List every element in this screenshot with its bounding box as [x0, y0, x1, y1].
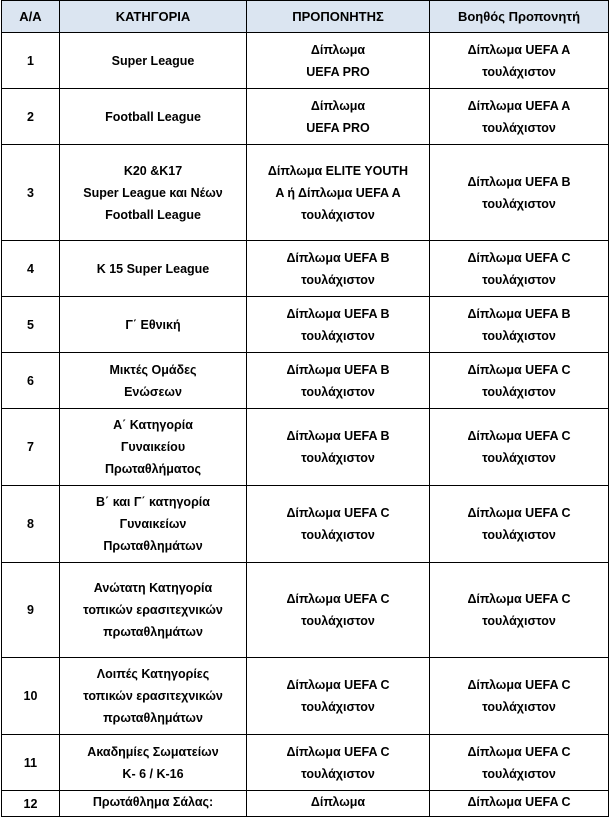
row-number: 5 [2, 297, 60, 353]
category-cell-line: Πρωταθλήματος [105, 462, 201, 476]
category-cell-line: πρωταθλημάτων [103, 711, 203, 725]
assistant-cell-line: Δίπλωμα UEFA B [467, 174, 571, 189]
coach-cell-line: τουλάχιστον [301, 614, 375, 628]
coach-cell [247, 297, 430, 353]
coach-cell-line: Δίπλωμα UEFA B [286, 429, 390, 443]
table-row [2, 33, 609, 89]
coach-cell-line: Δίπλωμα UEFA C [286, 506, 390, 520]
category-cell [60, 89, 247, 145]
assistant-cell [430, 735, 609, 791]
category-cell [60, 735, 247, 791]
coach-cell-line: τουλάχιστον [301, 272, 375, 287]
row-number: 2 [2, 89, 60, 145]
row-number: 10 [2, 658, 60, 735]
coach-cell-line: τουλάχιστον [301, 766, 375, 781]
assistant-cell [430, 297, 609, 353]
assistant-cell-line: τουλάχιστον [482, 528, 556, 542]
table-row [2, 791, 609, 817]
coach-cell-line: Δίπλωμα UEFA B [286, 250, 390, 265]
table-row [2, 89, 609, 145]
assistant-cell-line: Δίπλωμα UEFA C [467, 592, 571, 606]
category-cell [60, 563, 247, 658]
assistant-cell [430, 658, 609, 735]
assistant-cell [430, 241, 609, 297]
assistant-cell-line: τουλάχιστον [482, 64, 556, 79]
category-cell-line: Λοιπές Κατηγορίες [96, 667, 210, 681]
category-cell [60, 145, 247, 241]
category-cell-line: Ανώτατη Κατηγορία [93, 581, 213, 595]
assistant-cell-line: Δίπλωμα UEFA C [467, 744, 571, 759]
table-row [2, 409, 609, 486]
assistant-cell [430, 33, 609, 89]
coach-cell [247, 486, 430, 563]
table-row [2, 297, 609, 353]
coach-cell-line: Δίπλωμα UEFA B [286, 306, 390, 321]
assistant-cell-line: Δίπλωμα UEFA A [467, 98, 571, 113]
table-row [2, 353, 609, 409]
category-cell-line: Β΄ και Γ΄ κατηγορία [96, 495, 210, 509]
category-cell-line: Πρωτάθλημα Σάλας: [92, 795, 214, 809]
header-row [2, 1, 609, 33]
coach-cell-line: τουλάχιστον [301, 328, 375, 343]
coach-cell-line: UEFA PRO [306, 64, 370, 79]
category-cell [60, 658, 247, 735]
assistant-cell-line: τουλάχιστον [482, 196, 556, 211]
coach-cell [247, 145, 430, 241]
coach-cell [247, 563, 430, 658]
header-category: ΚΑΤΗΓΟΡΙΑ [60, 1, 247, 33]
category-cell-line: Ακαδημίες Σωματείων [87, 744, 219, 759]
coach-cell [247, 791, 430, 817]
coach-cell [247, 33, 430, 89]
coach-cell [247, 409, 430, 486]
table-body [2, 33, 609, 817]
assistant-cell-line: τουλάχιστον [482, 614, 556, 628]
assistant-cell [430, 353, 609, 409]
category-cell-line: Γυναικείων [119, 517, 187, 531]
assistant-cell-line: Δίπλωμα UEFA C [467, 362, 571, 377]
coach-cell-line: τουλάχιστον [301, 528, 375, 542]
row-number: 4 [2, 241, 60, 297]
coach-cell [247, 89, 430, 145]
coach-cell [247, 658, 430, 735]
category-cell-line: Πρωταθλημάτων [103, 539, 203, 553]
category-cell-line: τοπικών ερασιτεχνικών [83, 689, 223, 703]
category-cell-line: Football League [105, 109, 201, 124]
category-cell-line: Κ- 6 / Κ-16 [122, 766, 184, 781]
table-row [2, 563, 609, 658]
category-cell-line: Football League [105, 207, 201, 222]
row-number: 1 [2, 33, 60, 89]
assistant-cell-line: τουλάχιστον [482, 451, 556, 465]
assistant-cell-line: Δίπλωμα UEFA A [467, 42, 571, 57]
table-row [2, 241, 609, 297]
category-cell-line: Super League και Νέων [83, 185, 223, 200]
category-cell-line: Γυναικείου [120, 440, 186, 454]
coach-cell-line: Δίπλωμα [310, 42, 366, 57]
category-cell [60, 353, 247, 409]
coach-cell-line: Δίπλωμα ELITE YOUTH [267, 163, 409, 178]
coach-cell [247, 735, 430, 791]
assistant-cell-line: τουλάχιστον [482, 272, 556, 287]
header-assistant: Βοηθός Προπονητή [430, 1, 609, 33]
assistant-cell [430, 486, 609, 563]
row-number: 7 [2, 409, 60, 486]
requirements-table [1, 0, 609, 817]
assistant-cell-line: Δίπλωμα UEFA C [467, 678, 571, 692]
row-number: 3 [2, 145, 60, 241]
header-coach: ΠΡΟΠΟΝΗΤΗΣ [247, 1, 430, 33]
assistant-cell [430, 89, 609, 145]
assistant-cell [430, 563, 609, 658]
category-cell-line: Γ΄ Εθνική [125, 317, 181, 332]
category-cell [60, 241, 247, 297]
row-number: 6 [2, 353, 60, 409]
assistant-cell-line: τουλάχιστον [482, 700, 556, 714]
coach-cell-line: τουλάχιστον [301, 207, 375, 222]
coach-cell-line: Δίπλωμα [310, 795, 366, 809]
category-cell-line: Super League [111, 53, 195, 68]
category-cell-line: τοπικών ερασιτεχνικών [83, 603, 223, 617]
coach-cell-line: Δίπλωμα UEFA C [286, 678, 390, 692]
category-cell [60, 791, 247, 817]
coach-cell-line: τουλάχιστον [301, 384, 375, 399]
row-number: 12 [2, 791, 60, 817]
assistant-cell-line: Δίπλωμα UEFA C [467, 506, 571, 520]
category-cell [60, 297, 247, 353]
row-number: 11 [2, 735, 60, 791]
assistant-cell-line: Δίπλωμα UEFA C [467, 250, 571, 265]
assistant-cell-line: τουλάχιστον [482, 384, 556, 399]
row-number: 9 [2, 563, 60, 658]
coach-cell-line: Δίπλωμα [310, 98, 366, 113]
header-num: Α/Α [2, 1, 60, 33]
category-cell [60, 33, 247, 89]
coach-cell [247, 241, 430, 297]
table-row [2, 486, 609, 563]
assistant-cell [430, 145, 609, 241]
assistant-cell-line: τουλάχιστον [482, 328, 556, 343]
category-cell [60, 409, 247, 486]
coach-cell-line: UEFA PRO [306, 120, 370, 135]
table-row [2, 658, 609, 735]
assistant-cell [430, 791, 609, 817]
coach-cell-line: A ή Δίπλωμα UEFA A [275, 185, 401, 200]
category-cell-line: K 15 Super League [96, 261, 210, 276]
coach-cell-line: Δίπλωμα UEFA B [286, 362, 390, 377]
coach-cell [247, 353, 430, 409]
coach-cell-line: τουλάχιστον [301, 451, 375, 465]
assistant-cell-line: Δίπλωμα UEFA C [467, 429, 571, 443]
table-row [2, 735, 609, 791]
assistant-cell [430, 409, 609, 486]
coach-cell-line: τουλάχιστον [301, 700, 375, 714]
category-cell-line: Ενώσεων [124, 384, 182, 399]
category-cell-line: Μικτές Ομάδες [109, 362, 197, 377]
coach-cell-line: Δίπλωμα UEFA C [286, 592, 390, 606]
row-number: 8 [2, 486, 60, 563]
assistant-cell-line: τουλάχιστον [482, 120, 556, 135]
category-cell [60, 486, 247, 563]
table-row [2, 145, 609, 241]
assistant-cell-line: Δίπλωμα UEFA B [467, 306, 571, 321]
category-cell-line: πρωταθλημάτων [103, 625, 203, 639]
category-cell-line: Α΄ Κατηγορία [113, 418, 193, 432]
category-cell-line: K20 &K17 [123, 163, 183, 178]
assistant-cell-line: Δίπλωμα UEFA C [467, 795, 571, 809]
assistant-cell-line: τουλάχιστον [482, 766, 556, 781]
coach-cell-line: Δίπλωμα UEFA C [286, 744, 390, 759]
